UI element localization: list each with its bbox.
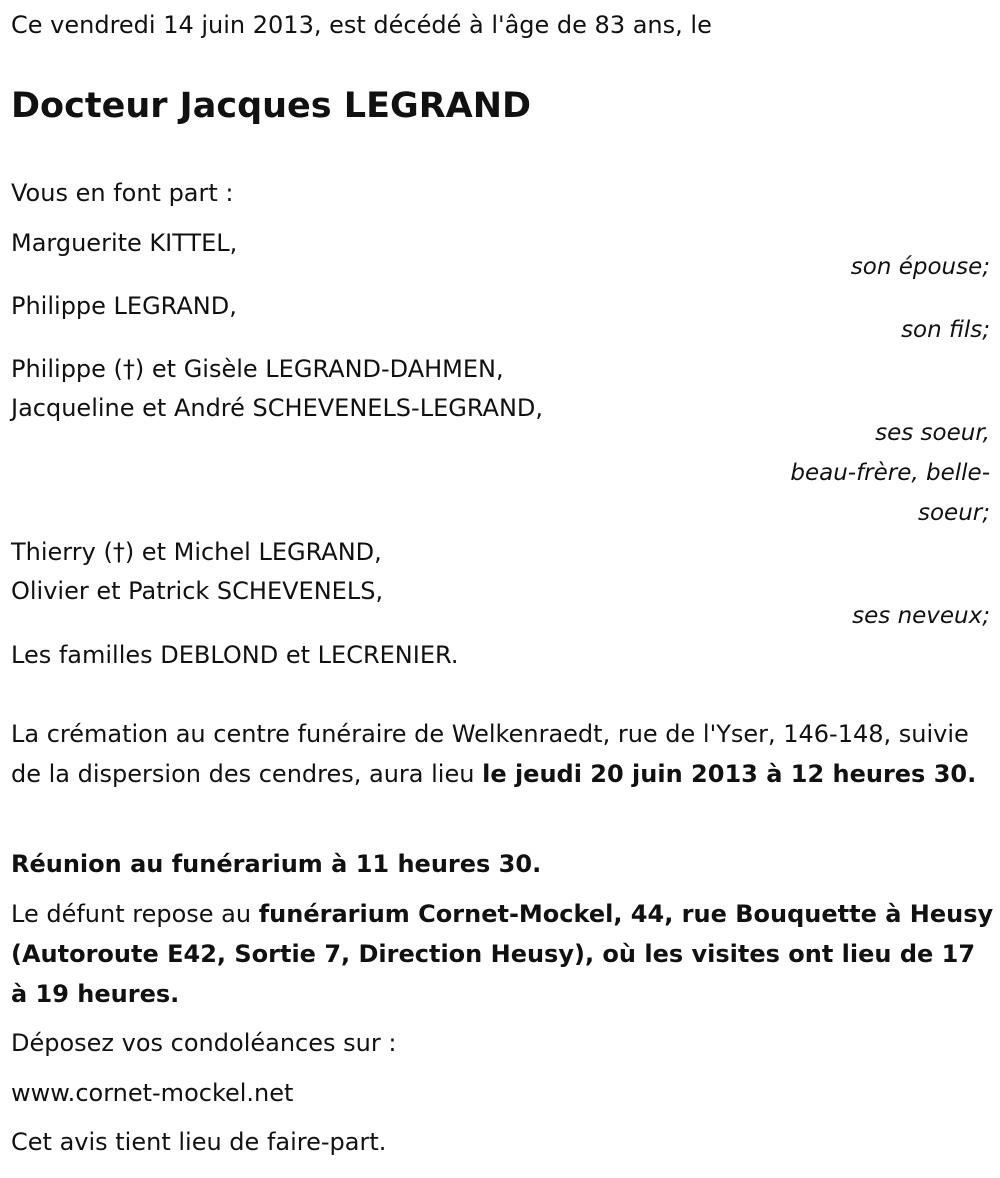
meeting-line xyxy=(11,844,996,884)
intro-text: Ce vendredi 14 juin 2013, est décédé à l'âge de 83 ans, le xyxy=(11,11,712,39)
rest-text: Le défunt repose au xyxy=(11,900,252,928)
family-relation: ses neveux; xyxy=(852,603,990,629)
family-name: Olivier et Patrick SCHEVENELS, xyxy=(11,577,384,605)
rest-paragraph xyxy=(11,894,996,1014)
cremation-text: La crémation au centre funéraire de Welkenraedt, rue de l'Yser, 146-148, suivie de la dispersion des cendres, aura lieu xyxy=(11,720,969,788)
cremation-date: le jeudi 20 juin 2013 à 12 heures 30. xyxy=(482,760,977,788)
family-name: Philippe LEGRAND, xyxy=(11,292,237,320)
family-name: Philippe (†) et Gisèle LEGRAND-DAHMEN, xyxy=(11,355,504,383)
announcers-label: Vous en font part : xyxy=(11,179,234,207)
closing-text: Cet avis tient lieu de faire-part. xyxy=(11,1128,387,1156)
rest-location: funérarium Cornet-Mockel, 44, rue Bouquette à Heusy (Autoroute E42, Sortie 7, Direction Heusy), où les visites ont lieu de 17 à 19 heures. xyxy=(11,900,994,1008)
website-link[interactable]: www.cornet-mockel.net xyxy=(11,1079,294,1107)
other-families: Les familles DEBLOND et LECRENIER. xyxy=(11,641,459,669)
family-name: Jacqueline et André SCHEVENELS-LEGRAND, xyxy=(11,394,544,422)
meeting-text: Réunion au funérarium à 11 heures 30. xyxy=(11,850,542,878)
family-relation: son épouse; xyxy=(850,254,990,280)
deceased-name: Docteur Jacques LEGRAND xyxy=(11,86,532,126)
cremation-paragraph xyxy=(11,714,996,794)
condolences-label: Déposez vos condoléances sur : xyxy=(11,1029,397,1057)
family-relation: ses soeur, xyxy=(875,420,990,446)
family-relation: soeur; xyxy=(918,500,990,526)
family-name: Marguerite KITTEL, xyxy=(11,229,238,257)
family-relation: beau-frère, belle- xyxy=(790,460,990,486)
family-relation: son fils; xyxy=(901,317,990,343)
family-name: Thierry (†) et Michel LEGRAND, xyxy=(11,538,382,566)
